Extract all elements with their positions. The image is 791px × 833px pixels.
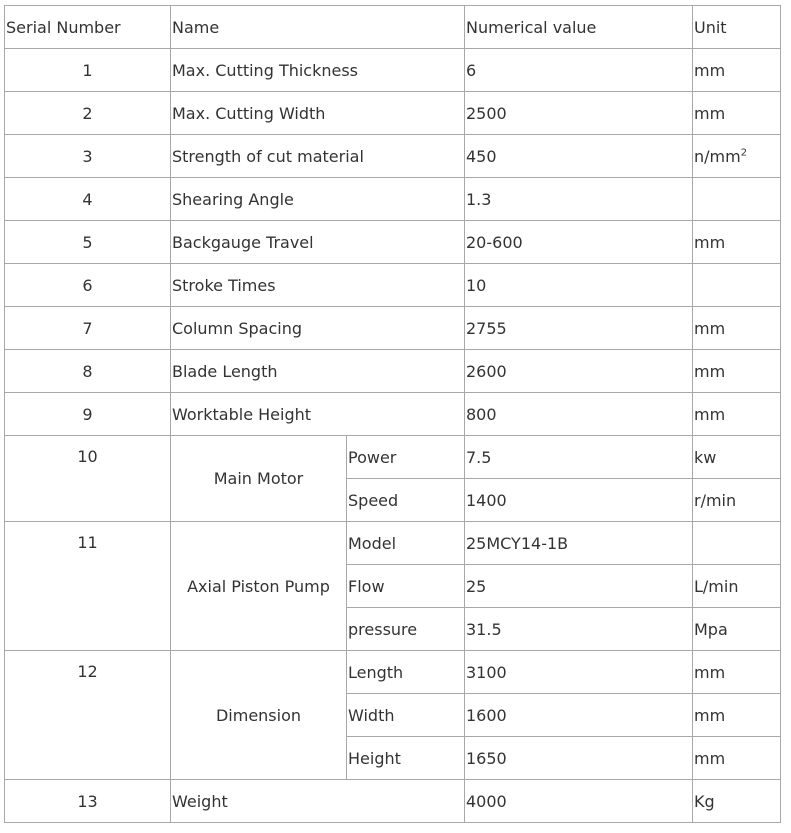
- serial-cell: 4: [5, 178, 171, 221]
- name-cell: Weight: [171, 780, 465, 823]
- value-cell: 2500: [465, 92, 693, 135]
- name-cell: Blade Length: [171, 350, 465, 393]
- sub-name-cell: Length: [347, 651, 465, 694]
- name-cell: Max. Cutting Width: [171, 92, 465, 135]
- serial-cell: 9: [5, 393, 171, 436]
- table-row: [5, 135, 781, 178]
- name-cell: Backgauge Travel: [171, 221, 465, 264]
- unit-cell: L/min: [693, 565, 781, 608]
- serial-cell: 8: [5, 350, 171, 393]
- header-row: [5, 6, 781, 49]
- serial-cell: 6: [5, 264, 171, 307]
- value-cell: 800: [465, 393, 693, 436]
- sub-name-cell: Flow: [347, 565, 465, 608]
- value-cell: 10: [465, 264, 693, 307]
- value-cell: 25MCY14-1B: [465, 522, 693, 565]
- table-row: [5, 350, 781, 393]
- unit-cell: [693, 522, 781, 565]
- value-cell: 2755: [465, 307, 693, 350]
- serial-cell: 1: [5, 49, 171, 92]
- table-row: [5, 522, 781, 565]
- unit-cell: Mpa: [693, 608, 781, 651]
- sub-name-cell: Width: [347, 694, 465, 737]
- sub-name-cell: Model: [347, 522, 465, 565]
- unit-cell: r/min: [693, 479, 781, 522]
- header-unit: Unit: [693, 6, 781, 49]
- unit-cell: mm: [693, 92, 781, 135]
- unit-cell: mm: [693, 393, 781, 436]
- table-row: [5, 307, 781, 350]
- table-row: [5, 393, 781, 436]
- name-cell: Strength of cut material: [171, 135, 465, 178]
- unit-cell: mm: [693, 221, 781, 264]
- unit-cell: mm: [693, 307, 781, 350]
- table-row: [5, 221, 781, 264]
- table-row: [5, 178, 781, 221]
- value-cell: 1600: [465, 694, 693, 737]
- group-name-cell: Main Motor: [171, 436, 347, 522]
- unit-cell: mm: [693, 651, 781, 694]
- serial-cell: 5: [5, 221, 171, 264]
- value-cell: 7.5: [465, 436, 693, 479]
- unit-cell: [693, 178, 781, 221]
- header-value: Numerical value: [465, 6, 693, 49]
- header-name: Name: [171, 6, 465, 49]
- unit-cell: mm: [693, 737, 781, 780]
- value-cell: 31.5: [465, 608, 693, 651]
- unit-cell: Kg: [693, 780, 781, 823]
- table-row: [5, 780, 781, 823]
- name-cell: Stroke Times: [171, 264, 465, 307]
- name-cell: Shearing Angle: [171, 178, 465, 221]
- serial-cell: 13: [5, 780, 171, 823]
- sub-name-cell: Speed: [347, 479, 465, 522]
- serial-cell: 3: [5, 135, 171, 178]
- value-cell: 1.3: [465, 178, 693, 221]
- value-cell: 1650: [465, 737, 693, 780]
- value-cell: 1400: [465, 479, 693, 522]
- serial-cell: 2: [5, 92, 171, 135]
- unit-superscript: 2: [740, 147, 748, 159]
- group-name-cell: Dimension: [171, 651, 347, 780]
- table-row: [5, 651, 781, 694]
- serial-cell: 12: [5, 651, 171, 780]
- unit-cell: mm: [693, 350, 781, 393]
- value-cell: 6: [465, 49, 693, 92]
- value-cell: 20-600: [465, 221, 693, 264]
- unit-cell: [693, 135, 781, 178]
- serial-cell: 11: [5, 522, 171, 651]
- table-row: [5, 436, 781, 479]
- spec-table: [4, 5, 781, 823]
- header-serial: Serial Number: [5, 6, 171, 49]
- unit-cell: kw: [693, 436, 781, 479]
- name-cell: Worktable Height: [171, 393, 465, 436]
- name-cell: Column Spacing: [171, 307, 465, 350]
- value-cell: 4000: [465, 780, 693, 823]
- sub-name-cell: Power: [347, 436, 465, 479]
- unit-cell: mm: [693, 694, 781, 737]
- sub-name-cell: pressure: [347, 608, 465, 651]
- table-row: [5, 264, 781, 307]
- table-row: [5, 49, 781, 92]
- group-name-cell: Axial Piston Pump: [171, 522, 347, 651]
- value-cell: 25: [465, 565, 693, 608]
- serial-cell: 7: [5, 307, 171, 350]
- value-cell: 2600: [465, 350, 693, 393]
- unit-text: n/mm: [694, 146, 741, 166]
- value-cell: 450: [465, 135, 693, 178]
- value-cell: 3100: [465, 651, 693, 694]
- name-cell: Max. Cutting Thickness: [171, 49, 465, 92]
- table-row: [5, 92, 781, 135]
- unit-cell: mm: [693, 49, 781, 92]
- serial-cell: 10: [5, 436, 171, 522]
- unit-cell: [693, 264, 781, 307]
- sub-name-cell: Height: [347, 737, 465, 780]
